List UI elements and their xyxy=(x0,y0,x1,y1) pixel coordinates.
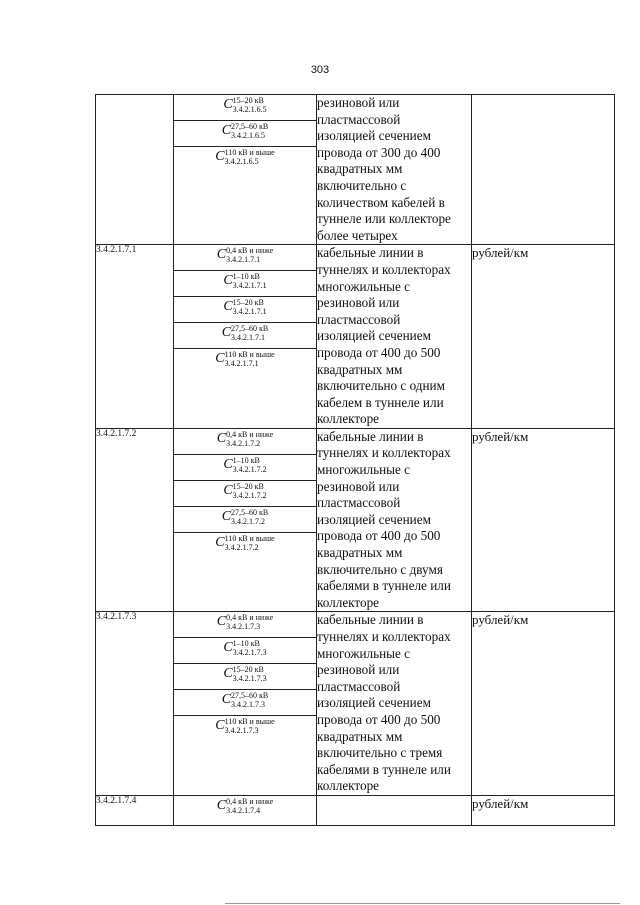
description-line: квадратных мм xyxy=(317,545,403,561)
description-line: пластмассовой xyxy=(317,111,401,127)
symbol-index: 3.4.2.1.7.1 xyxy=(232,281,267,291)
symbol-letter: C xyxy=(215,351,225,367)
voltage-label: 1–10 кВ xyxy=(232,639,260,649)
symbol-letter: C xyxy=(215,149,225,164)
symbol-index: 3.4.2.1.7.1 xyxy=(226,255,261,265)
tariff-table xyxy=(95,94,615,826)
symbol-cell xyxy=(174,95,317,245)
voltage-label: 27,5–60 кВ xyxy=(231,324,269,334)
rate-symbol xyxy=(174,481,316,507)
voltage-label: 0,4 кВ и ниже xyxy=(226,429,274,439)
description-line: кабельные линии в xyxy=(317,245,424,261)
description-line: многожильные с xyxy=(317,645,411,661)
symbol-index: 3.4.2.1.7.2 xyxy=(226,438,261,448)
symbol-index: 3.4.2.1.7.1 xyxy=(232,307,267,317)
voltage-label: 0,4 кВ и ниже xyxy=(226,246,274,256)
voltage-label: 15–20 кВ xyxy=(232,298,264,308)
symbol-cell xyxy=(174,428,317,612)
rate-symbol xyxy=(174,323,316,349)
symbol-index: 3.4.2.1.7.2 xyxy=(231,516,266,526)
voltage-label: 1–10 кВ xyxy=(232,272,260,282)
description-line: изоляцией сечением xyxy=(317,128,431,144)
symbol-letter: C xyxy=(223,456,233,472)
description-line: кабелями в туннеле или xyxy=(317,578,451,594)
symbol-letter: C xyxy=(221,508,232,524)
description-line: туннелях и коллекторах xyxy=(317,261,451,277)
rate-symbol xyxy=(174,271,316,297)
voltage-label: 15–20 кВ xyxy=(232,665,264,675)
rate-symbol xyxy=(174,297,316,323)
symbol-index: 3.4.2.1.6.5 xyxy=(232,105,267,114)
description-line: резиновой или xyxy=(317,95,400,110)
symbol-letter: C xyxy=(221,123,232,138)
row-unit: рублей/км xyxy=(472,795,615,825)
description-line: изоляцией сечением xyxy=(317,328,431,344)
table-row xyxy=(96,795,615,825)
description-line: кабелем в туннеле или xyxy=(317,394,444,410)
description-line: провода от 300 до 400 xyxy=(317,144,441,160)
rate-symbol xyxy=(174,690,316,716)
rate-symbol xyxy=(174,612,316,638)
page-bottom-edge xyxy=(225,903,620,904)
voltage-label: 110 кВ и выше xyxy=(224,533,275,543)
symbol-index: 3.4.2.1.7.4 xyxy=(226,805,261,815)
row-unit: рублей/км xyxy=(472,428,615,612)
row-code xyxy=(96,95,174,245)
description-line: провода от 400 до 500 xyxy=(317,711,441,727)
description-line: квадратных мм xyxy=(317,728,403,744)
rate-symbol xyxy=(174,429,316,455)
symbol-letter: C xyxy=(223,97,233,112)
voltage-label: 15–20 кВ xyxy=(232,481,264,491)
row-unit: рублей/км xyxy=(472,245,615,429)
voltage-label: 27,5–60 кВ xyxy=(231,122,269,131)
symbol-index: 3.4.2.1.6.5 xyxy=(231,131,266,140)
description-line: пластмассовой xyxy=(317,311,401,327)
voltage-label: 110 кВ и выше xyxy=(224,148,275,157)
symbol-letter: C xyxy=(223,299,233,315)
description-line: кабельные линии в xyxy=(317,428,424,444)
description-line: кабелями в туннеле или xyxy=(317,761,451,777)
symbol-index: 3.4.2.1.7.1 xyxy=(231,333,266,343)
symbol-letter: C xyxy=(216,614,227,630)
description-line: туннеле или коллекторе xyxy=(317,211,451,227)
voltage-label: 1–10 кВ xyxy=(232,455,260,465)
description-line: многожильные с xyxy=(317,462,411,478)
description-line: коллекторе xyxy=(317,594,380,610)
description-line: коллекторе xyxy=(317,411,380,427)
description-line: многожильные с xyxy=(317,278,411,294)
rate-symbol xyxy=(174,638,316,664)
description-line: коллекторе xyxy=(317,778,380,794)
voltage-label: 15–20 кВ xyxy=(232,96,264,105)
symbol-letter: C xyxy=(216,797,227,813)
table-row xyxy=(96,95,615,245)
table-row xyxy=(96,612,615,796)
rate-symbol xyxy=(174,507,316,533)
symbol-letter: C xyxy=(215,534,225,550)
description-line: резиновой или xyxy=(317,478,400,494)
description-line: туннелях и коллекторах xyxy=(317,445,451,461)
symbol-index: 3.4.2.1.7.1 xyxy=(224,359,259,369)
description-line: резиновой или xyxy=(317,662,400,678)
rate-symbol xyxy=(174,121,316,147)
symbol-letter: C xyxy=(223,273,233,289)
rate-symbol xyxy=(174,664,316,690)
symbol-index: 3.4.2.1.7.2 xyxy=(232,464,267,474)
symbol-letter: C xyxy=(221,692,232,708)
row-code: 3.4.2.1.7.4 xyxy=(96,795,174,825)
description-line: включительно с одним xyxy=(317,378,445,394)
symbol-index: 3.4.2.1.7.3 xyxy=(226,622,261,632)
symbol-letter: C xyxy=(221,325,232,341)
voltage-label: 110 кВ и выше xyxy=(224,350,275,360)
description-line: туннелях и коллекторах xyxy=(317,629,451,644)
table-row xyxy=(96,428,615,612)
voltage-label: 110 кВ и выше xyxy=(224,717,275,727)
row-code: 3.4.2.1.7.2 xyxy=(96,428,174,612)
table-row xyxy=(96,245,615,429)
description-line: квадратных мм xyxy=(317,361,403,377)
symbol-index: 3.4.2.1.7.3 xyxy=(232,648,267,658)
rate-symbol xyxy=(174,349,316,375)
symbol-index: 3.4.2.1.7.3 xyxy=(231,700,266,710)
symbol-letter: C xyxy=(223,666,233,682)
row-description xyxy=(317,95,472,245)
voltage-label: 27,5–60 кВ xyxy=(231,507,269,517)
description-line: квадратных мм xyxy=(317,161,403,177)
symbol-letter: C xyxy=(216,430,227,446)
symbol-cell xyxy=(174,612,317,796)
description-line: количеством кабелей в xyxy=(317,194,445,210)
row-code: 3.4.2.1.7.3 xyxy=(96,612,174,796)
description-line: включительно с тремя xyxy=(317,745,443,761)
symbol-index: 3.4.2.1.7.2 xyxy=(224,542,259,552)
description-line: изоляцией сечением xyxy=(317,511,431,527)
row-unit: рублей/км xyxy=(472,612,615,796)
description-line: кабельные линии в xyxy=(317,612,424,628)
description-line: провода от 400 до 500 xyxy=(317,528,441,544)
description-line: более четырех xyxy=(317,227,398,243)
rate-symbol xyxy=(174,716,316,742)
symbol-letter: C xyxy=(223,640,233,656)
row-description xyxy=(317,612,472,796)
voltage-label: 0,4 кВ и ниже xyxy=(226,796,274,806)
row-description xyxy=(317,245,472,429)
symbol-letter: C xyxy=(215,718,225,734)
description-line: провода от 400 до 500 xyxy=(317,344,441,360)
rate-symbol xyxy=(174,245,316,271)
table-body xyxy=(96,95,615,826)
symbol-cell xyxy=(174,795,317,825)
description-line: пластмассовой xyxy=(317,495,401,511)
row-description xyxy=(317,428,472,612)
symbol-letter: C xyxy=(223,482,233,498)
rate-symbol xyxy=(174,455,316,481)
symbol-index: 3.4.2.1.6.5 xyxy=(224,157,259,166)
voltage-label: 0,4 кВ и ниже xyxy=(226,613,274,623)
row-code: 3.4.2.1.7.1 xyxy=(96,245,174,429)
row-unit xyxy=(472,95,615,245)
description-line: резиновой или xyxy=(317,295,400,311)
symbol-index: 3.4.2.1.7.3 xyxy=(232,674,267,684)
rate-symbol xyxy=(174,796,316,822)
symbol-index: 3.4.2.1.7.2 xyxy=(232,490,267,500)
voltage-label: 27,5–60 кВ xyxy=(231,691,269,701)
description-line: изоляцией сечением xyxy=(317,695,431,711)
rate-symbol xyxy=(174,95,316,121)
symbol-cell xyxy=(174,245,317,429)
description-line: пластмассовой xyxy=(317,678,401,694)
rate-symbol xyxy=(174,533,316,559)
symbol-index: 3.4.2.1.7.3 xyxy=(224,726,259,736)
symbol-letter: C xyxy=(216,247,227,263)
description-line: включительно с двумя xyxy=(317,561,443,577)
page-number: 303 xyxy=(310,64,330,76)
rate-symbol xyxy=(174,147,316,173)
row-description xyxy=(317,795,472,825)
description-line: включительно с xyxy=(317,177,407,193)
